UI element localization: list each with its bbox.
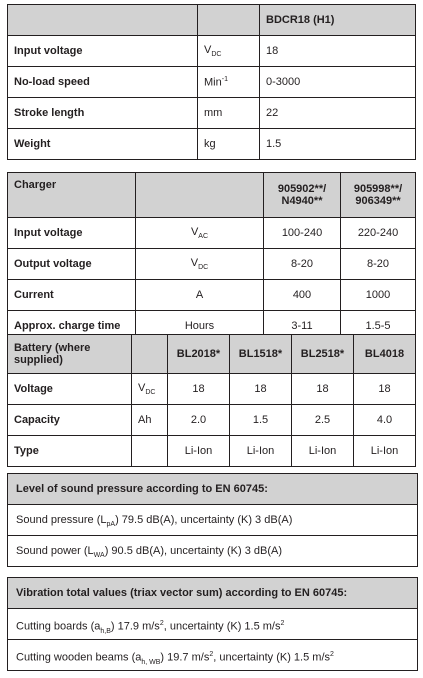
table-row <box>8 436 416 467</box>
table-row <box>8 218 416 249</box>
charger-model-1: 905902**/ N4940** <box>264 173 341 218</box>
row-value: 18 <box>354 374 416 405</box>
row-value-2: 220-240 <box>341 218 416 249</box>
tool-model: BDCR18 (H1) <box>260 5 416 36</box>
charger-header-row <box>8 173 416 218</box>
row-value: 18 <box>292 374 354 405</box>
row-value: 4.0 <box>354 405 416 436</box>
row-value: Li-Ion <box>354 436 416 467</box>
sound-pressure-row: Sound pressure $(L_{pA})$ 79.5 dB(A), uncertainty (K) 3 dB(A) <box>8 505 417 536</box>
row-value: 18 <box>230 374 292 405</box>
row-unit: $V_{DC}$ <box>136 249 264 280</box>
sound-box <box>7 473 418 567</box>
row-unit: $V_{AC}$ <box>136 218 264 249</box>
row-value-1: 3-11 <box>264 311 341 342</box>
row-label: Approx. charge time <box>8 311 136 342</box>
row-unit: Hours <box>136 311 264 342</box>
row-unit: $V_{DC}$ <box>132 374 168 405</box>
row-unit: A <box>136 280 264 311</box>
row-value: 2.0 <box>168 405 230 436</box>
table-row <box>8 249 416 280</box>
row-value: Li-Ion <box>168 436 230 467</box>
table-row <box>8 374 416 405</box>
row-unit: kg <box>198 129 260 160</box>
table-row <box>8 98 416 129</box>
row-value-2: 8-20 <box>341 249 416 280</box>
sound-power-row: Sound power $(L_{WA})$ 90.5 dB(A), uncertainty (K) 3 dB(A) <box>16 545 282 560</box>
tool-header-row <box>8 5 416 36</box>
row-label: Weight <box>8 129 198 160</box>
table-row <box>8 67 416 98</box>
row-value: Li-Ion <box>292 436 354 467</box>
table-row <box>8 36 416 67</box>
battery-header-row <box>8 335 416 374</box>
row-value: 22 <box>260 98 416 129</box>
row-unit: Ah <box>132 405 168 436</box>
row-label: Stroke length <box>8 98 198 129</box>
table-row <box>8 280 416 311</box>
vibration-beams-row: Cutting wooden beams $(a_{h, WB})$ 19.7 $m/s^2$, uncertainty (K) 1.5 $m/s^2$ <box>16 651 334 666</box>
row-label: Output voltage <box>8 249 136 280</box>
row-value: 0-3000 <box>260 67 416 98</box>
row-value-1: 400 <box>264 280 341 311</box>
row-value-2: 1000 <box>341 280 416 311</box>
battery-model: BL1518* <box>230 335 292 374</box>
row-value-1: 100-240 <box>264 218 341 249</box>
row-unit: $V_{DC}$ <box>198 36 260 67</box>
row-label: Input voltage <box>8 36 198 67</box>
battery-model: BL4018 <box>354 335 416 374</box>
row-label: Capacity <box>8 405 132 436</box>
table-row <box>8 405 416 436</box>
battery-model: BL2018* <box>168 335 230 374</box>
row-value-2: 1.5-5 <box>341 311 416 342</box>
vibration-title: Vibration total values (triax vector sum) according to EN 60745: <box>8 578 417 609</box>
battery-title: Battery (where supplied) <box>8 335 132 374</box>
vibration-box <box>7 577 418 671</box>
row-label: No-load speed <box>8 67 198 98</box>
row-unit <box>132 436 168 467</box>
row-value: 1.5 <box>260 129 416 160</box>
battery-model: BL2518* <box>292 335 354 374</box>
row-value: 18 <box>260 36 416 67</box>
row-value: 18 <box>168 374 230 405</box>
row-value: Li-Ion <box>230 436 292 467</box>
row-label: Current <box>8 280 136 311</box>
row-label: Voltage <box>8 374 132 405</box>
charger-table <box>7 172 416 342</box>
vibration-boards-row: Cutting boards $(a_{h,B})$ 17.9 $m/s^2$, uncertainty (K) 1.5 $m/s^2$ <box>8 609 417 640</box>
row-unit: Min$^{-1}$ <box>198 67 260 98</box>
row-value: 2.5 <box>292 405 354 436</box>
battery-table <box>7 334 416 467</box>
sound-title: Level of sound pressure according to EN 60745: <box>8 474 417 505</box>
tool-spec-table <box>7 4 416 160</box>
row-value: 1.5 <box>230 405 292 436</box>
row-label: Input voltage <box>8 218 136 249</box>
table-row <box>8 129 416 160</box>
row-label: Type <box>8 436 132 467</box>
row-unit: mm <box>198 98 260 129</box>
charger-title: Charger <box>8 173 136 218</box>
charger-model-2: 905998**/ 906349** <box>341 173 416 218</box>
row-value-1: 8-20 <box>264 249 341 280</box>
